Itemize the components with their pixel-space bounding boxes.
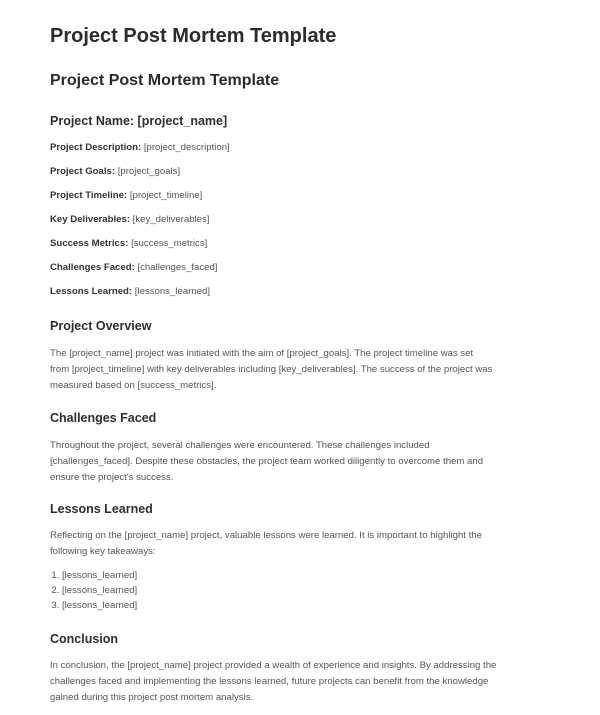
field-label: Key Deliverables: bbox=[50, 214, 130, 225]
field-value: [project_goals] bbox=[117, 166, 181, 177]
field-lessons-learned bbox=[50, 286, 210, 297]
field-challenges-faced bbox=[50, 262, 217, 273]
project-name-label: Project Name: bbox=[50, 114, 135, 128]
field-value: [key_deliverables] bbox=[132, 214, 210, 225]
project-name-value: [project_name] bbox=[137, 114, 228, 128]
lessons-list bbox=[50, 568, 137, 613]
text-line: [challenges_faced]. Despite these obstacles, the project team worked diligently to overcome them and bbox=[50, 455, 484, 467]
text-line: from [project_timeline] with key deliverables including [key_deliverables]. The success of the project was bbox=[50, 363, 493, 375]
field-key-deliverables bbox=[50, 214, 209, 225]
text-line: gained during this project post mortem analysis. bbox=[50, 691, 254, 703]
text-line: Throughout the project, several challenges were encountered. These challenges included bbox=[50, 440, 430, 451]
field-label: Challenges Faced: bbox=[50, 262, 135, 273]
text-line: measured based on [success_metrics]. bbox=[50, 379, 217, 391]
lessons-heading: Lessons Learned bbox=[50, 502, 153, 516]
field-label: Project Description: bbox=[50, 142, 142, 153]
field-project-goals bbox=[50, 166, 180, 177]
field-label: Lessons Learned: bbox=[50, 286, 133, 297]
overview-heading: Project Overview bbox=[50, 319, 152, 333]
text-line: Reflecting on the [project_name] project, valuable lessons were learned. It is important to highlight the bbox=[50, 530, 482, 541]
text-line: following key takeaways: bbox=[50, 545, 156, 557]
text-line: challenges faced and implementing the lessons learned, future projects can benefit from the knowledge bbox=[50, 675, 489, 687]
text-line: In conclusion, the [project_name] project provided a wealth of experience and insights. By addressing the bbox=[50, 660, 497, 671]
field-value: [challenges_faced] bbox=[137, 262, 218, 273]
overview-paragraph bbox=[50, 346, 492, 393]
list-item: 1. [lessons_learned] bbox=[62, 568, 137, 583]
challenges-heading: Challenges Faced bbox=[50, 411, 157, 425]
conclusion-heading: Conclusion bbox=[50, 632, 119, 646]
field-value: [project_description] bbox=[143, 142, 230, 153]
list-item: 3. [lessons_learned] bbox=[62, 598, 137, 613]
field-project-timeline bbox=[50, 190, 202, 201]
project-name-heading bbox=[50, 114, 227, 128]
challenges-paragraph bbox=[50, 438, 483, 485]
field-label: Project Goals: bbox=[50, 166, 116, 177]
field-label: Success Metrics: bbox=[50, 238, 129, 249]
field-value: [lessons_learned] bbox=[134, 286, 210, 297]
lessons-paragraph bbox=[50, 528, 482, 560]
text-line: ensure the project's success. bbox=[50, 471, 174, 483]
field-project-description bbox=[50, 142, 230, 153]
field-success-metrics bbox=[50, 238, 207, 249]
field-value: [success_metrics] bbox=[131, 238, 208, 249]
list-item: 2. [lessons_learned] bbox=[62, 583, 137, 598]
document-heading: Project Post Mortem Template bbox=[50, 72, 280, 89]
page-title: Project Post Mortem Template bbox=[50, 25, 337, 47]
field-label: Project Timeline: bbox=[50, 190, 128, 201]
conclusion-paragraph bbox=[50, 658, 496, 705]
text-line: The [project_name] project was initiated with the aim of [project_goals]. The project timeline was set bbox=[50, 348, 474, 359]
field-value: [project_timeline] bbox=[129, 190, 203, 201]
